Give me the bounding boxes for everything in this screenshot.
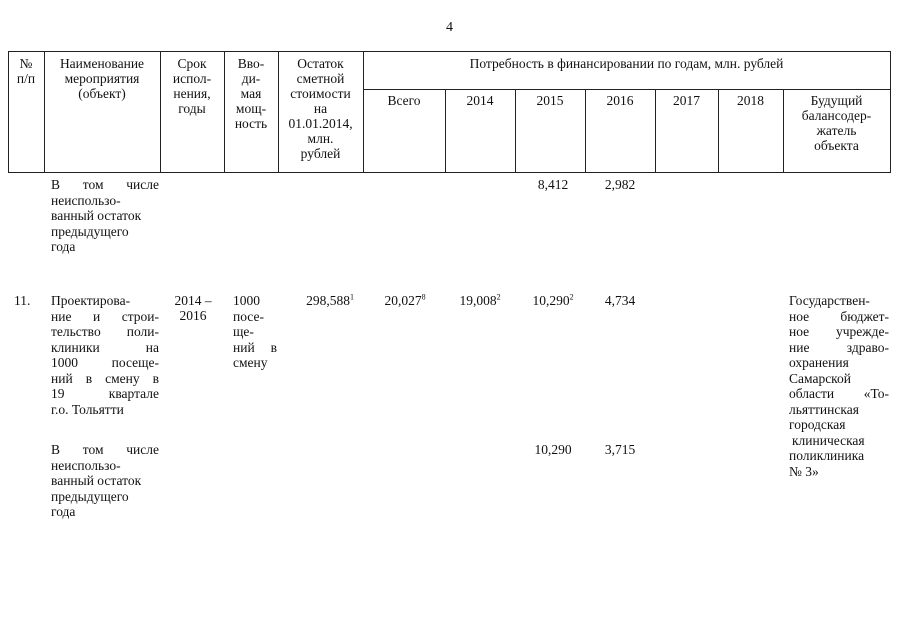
header-holder: [783, 93, 890, 153]
row-11-holder-line: № 3»: [789, 463, 819, 479]
header-term-line: испол-: [172, 71, 212, 86]
row-11-holder-line: Самарской: [789, 370, 852, 386]
header-bottom-border: [8, 172, 891, 173]
row-11-name-line: г.о. Тольятти: [51, 401, 124, 417]
header-2017: 2017: [673, 93, 700, 108]
row-11-capacity: [233, 293, 277, 371]
row-11-name-line: Проектирова-: [51, 293, 131, 308]
row-11-total-footnote: 8: [421, 292, 426, 302]
row-a-name-line: В том числе: [51, 177, 159, 192]
row-11-name-line: тельство поли-: [51, 324, 159, 339]
row-b-name: [51, 442, 159, 520]
header-capacity-line: ность: [234, 116, 268, 131]
header-num-line: №: [19, 56, 33, 71]
row-11-term-line: 2014 –: [174, 293, 212, 308]
row-11-name-line: клиники на: [51, 339, 159, 355]
row-b-name-line: года: [51, 504, 76, 519]
top-border: [8, 51, 891, 52]
header-num: [8, 56, 44, 86]
header-capacity-line: Вво-: [237, 56, 265, 71]
row-a-name-line: года: [51, 239, 76, 254]
row-b-name-line: В том числе: [51, 442, 159, 457]
header-remain-line: на: [313, 101, 328, 116]
row-11-remain: [290, 293, 370, 308]
row-11-holder-line: ное учрежде-: [789, 324, 889, 339]
row-11-holder-line: поликлиника: [789, 448, 865, 463]
row-11-2014: [445, 293, 515, 308]
row-11-total: [370, 293, 440, 308]
header-remain-line: Остаток: [297, 56, 344, 71]
header-name-line: (объект): [78, 86, 126, 101]
header-name: [44, 56, 160, 101]
header-remain-line: сметной: [296, 71, 345, 86]
row-11-holder-line: клиническая: [792, 432, 865, 448]
row-11-remain-value: 298,588: [306, 293, 350, 308]
row-11-2015-footnote: 2: [569, 292, 574, 302]
header-need: Потребность в финансировании по годам, млн. рублей: [469, 56, 784, 71]
header-holder-line: Будущий: [810, 93, 863, 108]
row-11-term-line: 2016: [179, 308, 207, 323]
row-11-remain-footnote: 1: [349, 292, 354, 302]
header-remain-line: млн.: [307, 131, 334, 146]
row-11-name-line: 1000 посеще-: [51, 355, 159, 370]
row-b-name-line: ванный остаток: [51, 473, 142, 488]
row-11-capacity-line: ний в: [233, 339, 277, 355]
header-remain-line: рублей: [300, 146, 341, 161]
row-a-name-line: неиспользо-: [51, 192, 121, 208]
header-holder-line: балансодер-: [801, 108, 872, 123]
header-name-line: Наименование: [59, 56, 145, 71]
row-11-name-line: ние и строи-: [51, 308, 159, 324]
row-11-total-value: 20,027: [384, 293, 422, 308]
row-11-capacity-line: смену: [233, 355, 268, 370]
row-a-2016: 2,982: [604, 177, 636, 192]
header-2015: 2015: [536, 93, 564, 108]
header-num-line: п/п: [16, 71, 36, 86]
row-a-name-line: предыдущего: [51, 223, 129, 239]
header-term: [160, 56, 224, 116]
row-11-holder-line: области «То-: [789, 386, 889, 401]
row-11-capacity-line: ще-: [233, 324, 254, 339]
row-11-holder: [789, 293, 889, 479]
header-2016: 2016: [606, 93, 634, 108]
header-term-line: нения,: [173, 86, 211, 101]
header-remain-line: 01.01.2014,: [288, 116, 353, 131]
row-11-2015: [515, 293, 591, 308]
header-term-line: Срок: [177, 56, 207, 71]
header-holder-line: объекта: [814, 138, 859, 153]
row-11-2014-value: 19,008: [459, 293, 497, 308]
header-capacity-line: мощ-: [235, 101, 267, 116]
page-number: 4: [446, 20, 453, 35]
row-b-2015: 10,290: [534, 442, 572, 457]
row-a-name-line: ванный остаток: [51, 208, 142, 223]
col-line-12: [890, 51, 891, 173]
row-11-name-line: ний в смену в: [51, 370, 159, 386]
header-holder-line: жатель: [816, 123, 857, 138]
row-b-name-line: неиспользо-: [51, 457, 121, 473]
row-a-2015: 8,412: [537, 177, 569, 192]
row-11-num: 11.: [14, 293, 31, 308]
row-11-capacity-line: посе-: [233, 308, 264, 324]
row-b-2016: 3,715: [604, 442, 636, 457]
row-11-capacity-line: 1000: [233, 293, 260, 308]
header-term-line: годы: [178, 101, 206, 116]
row-11-2014-footnote: 2: [496, 292, 501, 302]
header-remain-line: стоимости: [290, 86, 351, 101]
row-11-holder-line: льяттинская: [789, 401, 859, 417]
header-capacity-line: мая: [240, 86, 262, 101]
header-capacity-line: ди-: [241, 71, 261, 86]
row-11-2015-value: 10,290: [532, 293, 570, 308]
header-total: Всего: [387, 93, 421, 108]
header-name-line: мероприятия: [64, 71, 140, 86]
header-capacity: [224, 56, 278, 131]
row-11-term: [165, 293, 221, 323]
row-11-holder-line: охранения: [789, 355, 849, 370]
header-2014: 2014: [466, 93, 494, 108]
row-11-holder-line: ние здраво-: [789, 339, 889, 355]
row-11-name: [51, 293, 159, 417]
header-2018: 2018: [737, 93, 764, 108]
row-11-2016: 4,734: [604, 293, 636, 308]
row-11-holder-line: Государствен-: [789, 293, 870, 308]
row-11-holder-line: ное бюджет-: [789, 308, 889, 324]
row-11-name-line: 19 квартале: [51, 386, 159, 401]
header-remain: [278, 56, 363, 161]
subheader-border: [363, 89, 891, 90]
row-11-holder-line: городская: [789, 417, 846, 432]
row-a-name: [51, 177, 159, 255]
row-b-name-line: предыдущего: [51, 488, 129, 504]
